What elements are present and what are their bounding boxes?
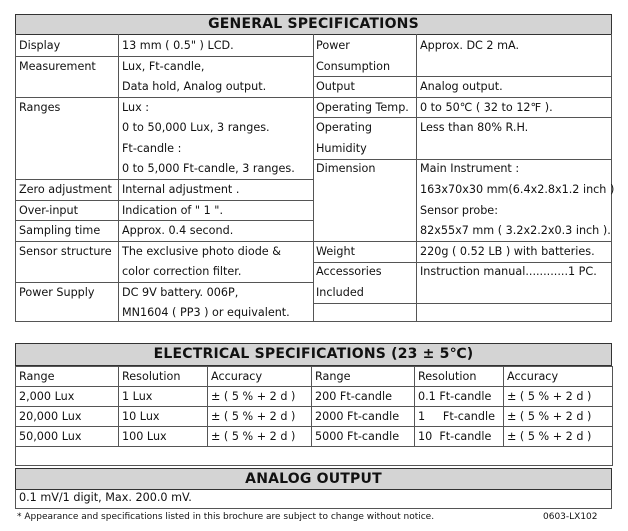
general-specs-title: GENERAL SPECIFICATIONS (15, 14, 612, 35)
spec-label-weight: Weight (316, 245, 355, 258)
spec-value-power-supply-2: MN1604 ( PP3 ) or equivalent. (122, 306, 290, 319)
table-cell: 20,000 Lux (16, 407, 119, 427)
spec-value-power-supply-1: DC 9V battery. 006P, (122, 286, 239, 299)
electrical-specs-title: ELECTRICAL SPECIFICATIONS (23 ± 5℃) (15, 343, 612, 366)
spec-label-operating-humidity-1: Operating (316, 121, 372, 134)
spec-value-accessories: Instruction manual............1 PC. (420, 265, 597, 278)
table-row (16, 427, 613, 447)
spec-label-display: Display (19, 39, 61, 52)
spec-value-sensor-structure-1: The exclusive photo diode & (122, 245, 281, 258)
spec-value-dimension-1: Main Instrument : (420, 162, 520, 175)
column-header: Resolution (119, 367, 208, 387)
spec-value-ranges-3: Ft-candle : (122, 142, 182, 155)
spec-value-measurement-1: Lux, Ft-candle, (122, 60, 205, 73)
spec-value-dimension-4: 82x55x7 mm ( 3.2x2.2x0.3 inch ). (420, 224, 611, 237)
table-cell: ± ( 5 % + 2 d ) (504, 427, 613, 447)
table-cell: ± ( 5 % + 2 d ) (208, 407, 312, 427)
table-row-empty (16, 447, 613, 466)
spec-value-weight: 220g ( 0.52 LB ) with batteries. (420, 245, 595, 258)
table-cell: 5000 Ft-candle (312, 427, 415, 447)
column-header: Range (312, 367, 415, 387)
spec-label-zero-adjustment: Zero adjustment (19, 183, 112, 196)
spec-label-power-consumption-1: Power (316, 39, 350, 52)
table-cell: 0.1 Ft-candle (415, 387, 504, 407)
table-cell: 100 Lux (119, 427, 208, 447)
spec-label-over-input: Over-input (19, 204, 79, 217)
spec-value-operating-humidity: Less than 80% R.H. (420, 121, 529, 134)
spec-value-over-input: Indication of " 1 ". (122, 204, 224, 217)
table-cell: ± ( 5 % + 2 d ) (208, 427, 312, 447)
disclaimer-note: * Appearance and specifications listed in this brochure are subject to change without notice. (17, 512, 435, 522)
spec-value-power-consumption: Approx. DC 2 mA. (420, 39, 520, 52)
analog-output-value: 0.1 mV/1 digit, Max. 200.0 mV. (19, 491, 192, 504)
spec-label-power-consumption-2: Consumption (316, 60, 391, 73)
spec-label-power-supply: Power Supply (19, 286, 95, 299)
spec-label-dimension: Dimension (316, 162, 376, 175)
table-cell: 50,000 Lux (16, 427, 119, 447)
spec-value-sensor-structure-2: color correction filter. (122, 265, 242, 278)
table-cell: 200 Ft-candle (312, 387, 415, 407)
column-header: Resolution (415, 367, 504, 387)
spec-value-display: 13 mm ( 0.5" ) LCD. (122, 39, 234, 52)
analog-output-title: ANALOG OUTPUT (15, 468, 612, 490)
spec-value-operating-temp: 0 to 50℃ ( 32 to 12℉ ). (420, 101, 553, 114)
table-cell: 2000 Ft-candle (312, 407, 415, 427)
spec-label-operating-humidity-2: Humidity (316, 142, 367, 155)
table-cell: ± ( 5 % + 2 d ) (504, 387, 613, 407)
spec-label-sensor-structure: Sensor structure (19, 245, 112, 258)
spec-value-dimension-3: Sensor probe: (420, 204, 498, 217)
table-cell: ± ( 5 % + 2 d ) (504, 407, 613, 427)
table-header-row (16, 367, 613, 387)
table-cell: 2,000 Lux (16, 387, 119, 407)
column-header: Accuracy (208, 367, 312, 387)
table-row (16, 407, 613, 427)
spec-value-sampling-time: Approx. 0.4 second. (122, 224, 234, 237)
table-cell: 1 Lux (119, 387, 208, 407)
spec-label-ranges: Ranges (19, 101, 61, 114)
spec-value-zero-adjustment: Internal adjustment . (122, 183, 240, 196)
spec-label-output: Output (316, 80, 355, 93)
spec-label-accessories-1: Accessories (316, 265, 382, 278)
spec-label-operating-temp: Operating Temp. (316, 101, 409, 114)
spec-value-dimension-2: 163x70x30 mm(6.4x2.8x1.2 inch ) (420, 183, 615, 196)
column-header: Accuracy (504, 367, 613, 387)
spec-label-sampling-time: Sampling time (19, 224, 101, 237)
spec-value-ranges-2: 0 to 50,000 Lux, 3 ranges. (122, 121, 270, 134)
spec-value-ranges-4: 0 to 5,000 Ft-candle, 3 ranges. (122, 162, 295, 175)
analog-output-row (15, 489, 612, 509)
spec-value-ranges-1: Lux : (122, 101, 150, 114)
table-cell: 10 Ft-candle (415, 427, 504, 447)
spec-value-output: Analog output. (420, 80, 503, 93)
electrical-specs-table (15, 366, 613, 466)
table-row (16, 387, 613, 407)
document-code: 0603-LX102 (543, 512, 598, 522)
spec-value-measurement-2: Data hold, Analog output. (122, 80, 267, 93)
column-header: Range (16, 367, 119, 387)
table-cell: 1 Ft-candle (415, 407, 504, 427)
table-cell: 10 Lux (119, 407, 208, 427)
spec-label-measurement: Measurement (19, 60, 96, 73)
table-cell: ± ( 5 % + 2 d ) (208, 387, 312, 407)
spec-label-accessories-2: Included (316, 286, 364, 299)
